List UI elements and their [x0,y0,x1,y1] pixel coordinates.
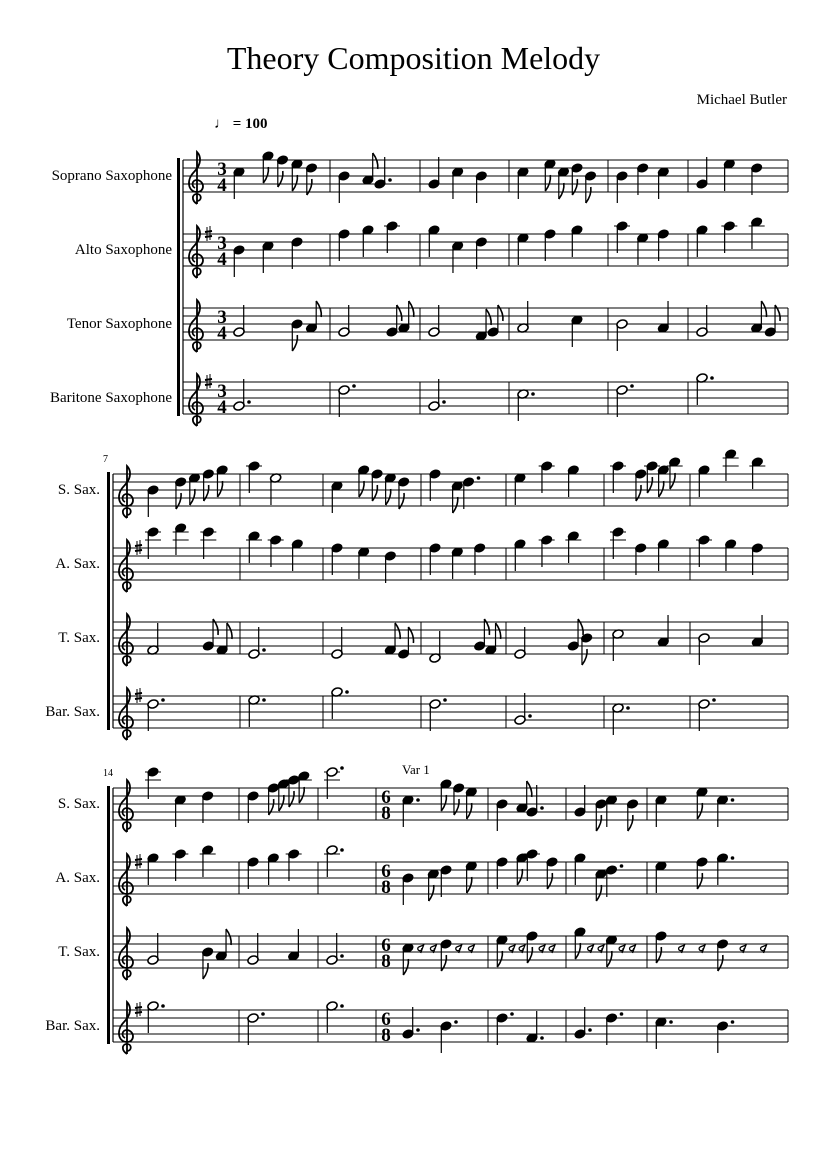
dot [510,1012,514,1016]
note-flag [670,473,675,489]
dot [345,690,349,694]
note-flag [408,627,413,643]
note-flag [399,493,404,509]
time-signature-denominator: 8 [381,951,391,972]
dot [340,848,344,852]
time-signature-denominator: 4 [217,175,227,196]
note-flag [596,885,601,901]
note-flag [484,619,489,635]
instrument-label: Tenor Saxophone [66,316,172,332]
note-flag [636,485,641,501]
dot [443,698,447,702]
note-flag [527,781,532,797]
dot [626,706,630,710]
note-flag [575,943,580,959]
dot [531,392,535,396]
dot [247,400,251,404]
note-flag [373,153,378,169]
dot [442,400,446,404]
dot [262,648,266,652]
note-flag [517,869,522,885]
time-signature-denominator: 8 [381,1025,391,1046]
instrument-label: A. Sax. [55,556,100,572]
dot [540,1036,544,1040]
instrument-label: Baritone Saxophone [49,390,172,406]
note-flag [547,873,552,889]
note-flag [775,305,780,321]
note-flag [190,489,195,505]
note-flag [176,493,181,509]
instrument-label: Bar. Sax. [45,1018,100,1034]
note-flag [307,179,312,195]
note-flag [429,885,434,901]
note-flag [395,623,400,639]
system-bracket [177,158,180,416]
note-flag [203,963,208,979]
key-sharp-icon [135,854,142,869]
note-flag [628,815,633,831]
note-flag [718,955,723,971]
dot [340,1004,344,1008]
dot [731,856,735,860]
note-flag [656,947,661,963]
dot [262,698,266,702]
system-bracket [107,786,110,1044]
tempo-marking: ♩ = 100 [214,116,268,132]
time-signature-numerator: 6 [381,935,391,956]
key-sharp-icon [205,374,212,389]
dot [588,1028,592,1032]
note-flag [441,795,446,811]
time-signature-denominator: 4 [217,397,227,418]
instrument-label: T. Sax. [58,630,100,646]
note-flag [572,179,577,195]
dot [352,384,356,388]
time-signature-numerator: 6 [381,1009,391,1030]
dot [388,178,392,182]
note-flag [586,187,591,203]
note-flag [486,309,491,325]
instrument-label: T. Sax. [58,944,100,960]
dot [340,954,344,958]
note-flag [582,649,587,665]
score-title: Theory Composition Melody [226,40,601,76]
time-signature-denominator: 4 [217,249,227,270]
note-flag [279,795,284,811]
composer-name: Michael Butler [696,92,787,108]
time-signature-denominator: 8 [381,877,391,898]
time-signature-denominator: 8 [381,803,391,824]
note-flag [403,959,408,975]
time-signature-numerator: 3 [217,233,227,254]
note-flag [289,791,294,807]
note-flag [454,799,459,815]
dot [630,384,634,388]
note-flag [278,171,283,187]
note-flag [496,623,501,639]
note-flag [659,481,664,497]
instrument-label: Alto Saxophone [74,242,172,258]
dot [731,1020,735,1024]
time-signature-numerator: 6 [381,861,391,882]
note-flag [269,799,274,815]
key-sharp-icon [135,688,142,703]
key-sharp-icon [135,540,142,555]
note-flag [292,335,297,351]
note-flag [467,803,472,819]
dot [161,1004,165,1008]
dot [712,698,716,702]
note-flag [204,485,209,501]
note-flag [578,619,583,635]
measure-number: 7 [103,454,108,465]
note-flag [647,477,652,493]
instrument-label: S. Sax. [57,796,100,812]
note-flag [497,951,502,967]
dot [477,476,481,480]
note-flag [217,481,222,497]
note-flag [372,485,377,501]
note-flag [263,167,268,183]
note-flag [299,787,304,803]
note-flag [386,489,391,505]
dot [416,1028,420,1032]
note-flag [316,301,321,317]
note-flag [607,951,612,967]
note-flag [359,481,364,497]
note-flag [409,301,414,317]
dot [620,864,624,868]
time-signature-numerator: 6 [381,787,391,808]
note-flag [545,175,550,191]
dot [340,766,344,770]
dot [261,1012,265,1016]
system-bracket [107,472,110,730]
note-flag [292,175,297,191]
instrument-label: A. Sax. [55,870,100,886]
measure-number: 14 [103,768,113,779]
note-flag [559,183,564,199]
note-flag [397,305,402,321]
time-signature-denominator: 4 [217,323,227,344]
dot [620,1012,624,1016]
time-signature-numerator: 3 [217,159,227,180]
instrument-label: Bar. Sax. [45,704,100,720]
dot [540,806,544,810]
rehearsal-mark: Var 1 [402,762,430,777]
key-sharp-icon [205,226,212,241]
note-flag [226,929,231,945]
note-flag [697,873,702,889]
note-flag [527,947,532,963]
dot [528,714,532,718]
dot [731,798,735,802]
key-sharp-icon [135,1002,142,1017]
instrument-label: S. Sax. [57,482,100,498]
dot [669,1020,673,1024]
note-flag [453,497,458,513]
instrument-label: Soprano Saxophone [51,168,172,184]
dot [710,376,714,380]
note-flag [227,623,232,639]
note-flag [213,619,218,635]
note-flag [596,815,601,831]
note-flag [761,301,766,317]
note-flag [498,305,503,321]
note-flag [467,877,472,893]
dot [416,798,420,802]
note-flag [441,955,446,971]
dot [161,698,165,702]
time-signature-numerator: 3 [217,307,227,328]
time-signature-numerator: 3 [217,381,227,402]
note-flag [697,803,702,819]
dot [454,1020,458,1024]
